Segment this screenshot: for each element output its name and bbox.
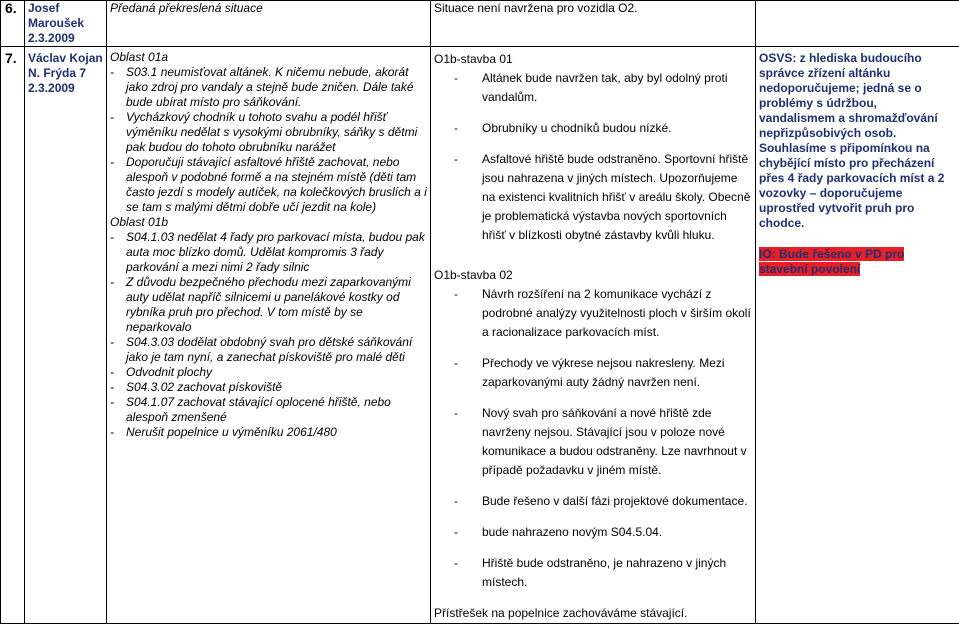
list-item: - bude nahrazeno novým S04.5.04. [434,523,752,542]
list-item: - Doporučuji stávající asfaltové hřiště zachovat, nebo alespoň v podobné formě a na stejném místě (děti tam často jezdí s modely autíček, na kolečkových bruslích a i se tam s malými dětmi dobře učí jezdit na kole) [110,155,427,215]
list-item: - Návrh rozšíření na 2 komunikace vychází z podrobné analýzy využitelnosti ploch v širším okolí a racionalizace parkovacích míst. [434,285,752,342]
row-number: 6. [1,1,25,47]
author-address: N. Frýda 7 [28,66,103,81]
list-item: - S04.3.03 dodělat obdobný svah pro dětské sáňkování jako je tam nyní, a zanechat pískoviště pro malé děti [110,335,427,365]
area-heading: O1b-stavba 02 [434,266,752,285]
list-item: - S03.1 neumisťovat altánek. K ničemu nebude, akorát jako zdroj pro vandaly a stejně bude zničen. Dále také bude ubírat místo pro sáňkování. [110,65,427,110]
author-date: 2.3.2009 [28,81,103,96]
area-heading: Oblast 01b [110,215,427,230]
comment-cell [756,1,959,47]
osvs-comment: OSVS: z hlediska budoucího správce zřízení altánku nedoporučujeme; jedná se o problémy s údržbou, vandalismem a shromažďování nepřizpůsobivých osob. Souhlasíme s připomínkou na chybějící místo pro přecházení přes 4 řady parkovacích míst a 2 vozovky – doporučujeme uprostřed vytvořit pruh pro chodce. [759,51,956,231]
author-cell [25,1,107,47]
list-item: - Hřiště bude odstraněno, je nahrazeno v jiných místech. [434,554,752,592]
comment-cell [756,47,959,624]
author-name: Josef [28,1,103,16]
list-item: - S04.1.07 zachovat stávající oplocené hřiště, nebo alespoň zmenšené [110,395,427,425]
list-item: - Altánek bude navržen tak, aby byl odolný proti vandalům. [434,69,752,107]
list-item: - Nerušit popelnice u výměníku 2061/480 [110,425,427,440]
io-comment [759,247,956,277]
author-cell [25,47,107,624]
list-item: - S04.3.02 zachovat pískoviště [110,380,427,395]
author-name: Václav Kojan [28,51,103,66]
list-item: - Přechody ve výkrese nejsou nakresleny. Mezi zaparkovanými auty žádný navržen není. [434,354,752,392]
list-item: - Asfaltové hřiště bude odstraněno. Sportovní hřiště jsou nahrazena v jiných místech. Upozorňujeme na existenci kvalitních hřišť v areálu školy. Obecně je problematická výstavba nových sportovních hřišť v blízkosti obytné zástavby kvůli hluku. [434,150,752,245]
table-row [1,47,959,624]
requirement-cell: Předaná překreslená situace [107,1,431,47]
author-date: 2.3.2009 [28,31,103,46]
response-cell [431,47,756,624]
list-item: - Bude řešeno v další fázi projektové dokumentace. [434,492,752,511]
list-item: - Odvodnit plochy [110,365,427,380]
response-cell: Situace není navržena pro vozidla O2. [431,1,756,47]
list-item: - Obrubníky u chodníků budou nízké. [434,119,752,138]
area-heading: O1b-stavba 01 [434,50,752,69]
response-footer: Přístřešek na popelnice zachováváme stávající. [434,604,752,623]
requirement-cell [107,47,431,624]
author-surname: Maroušek [28,16,103,31]
table-row [1,1,959,47]
list-item: - Vycházkový chodník u tohoto svahu a podél hřišť výměníku nedělat s vysokými obrubníky, sáňky s dětmi pak budou do tohoto obrubníku narážet [110,110,427,155]
list-item: - Z důvodu bezpečného přechodu mezi zaparkovanými auty udělat napříč silnicemi u panelákové kostky od rybníka pruh pro přechod. V tom místě by se neparkovalo [110,275,427,335]
row-number: 7. [1,47,25,624]
list-item: - Nový svah pro sáňkování a nové hřiště zde navrženy nejsou. Stávající jsou v poloze nové komunikace a budou odstraněny. Lze navrhnout v případě požadavku v jiném místě. [434,404,752,480]
highlighted-text: IO: Bude řešeno v PD pro stavební povolení [759,247,904,276]
area-heading: Oblast 01a [110,50,427,65]
list-item: - S04.1.03 nedělat 4 řady pro parkovací místa, budou pak auta moc blízko domů. Udělat kompromis 3 řady parkování a mezi nimi 2 řady silnic [110,230,427,275]
